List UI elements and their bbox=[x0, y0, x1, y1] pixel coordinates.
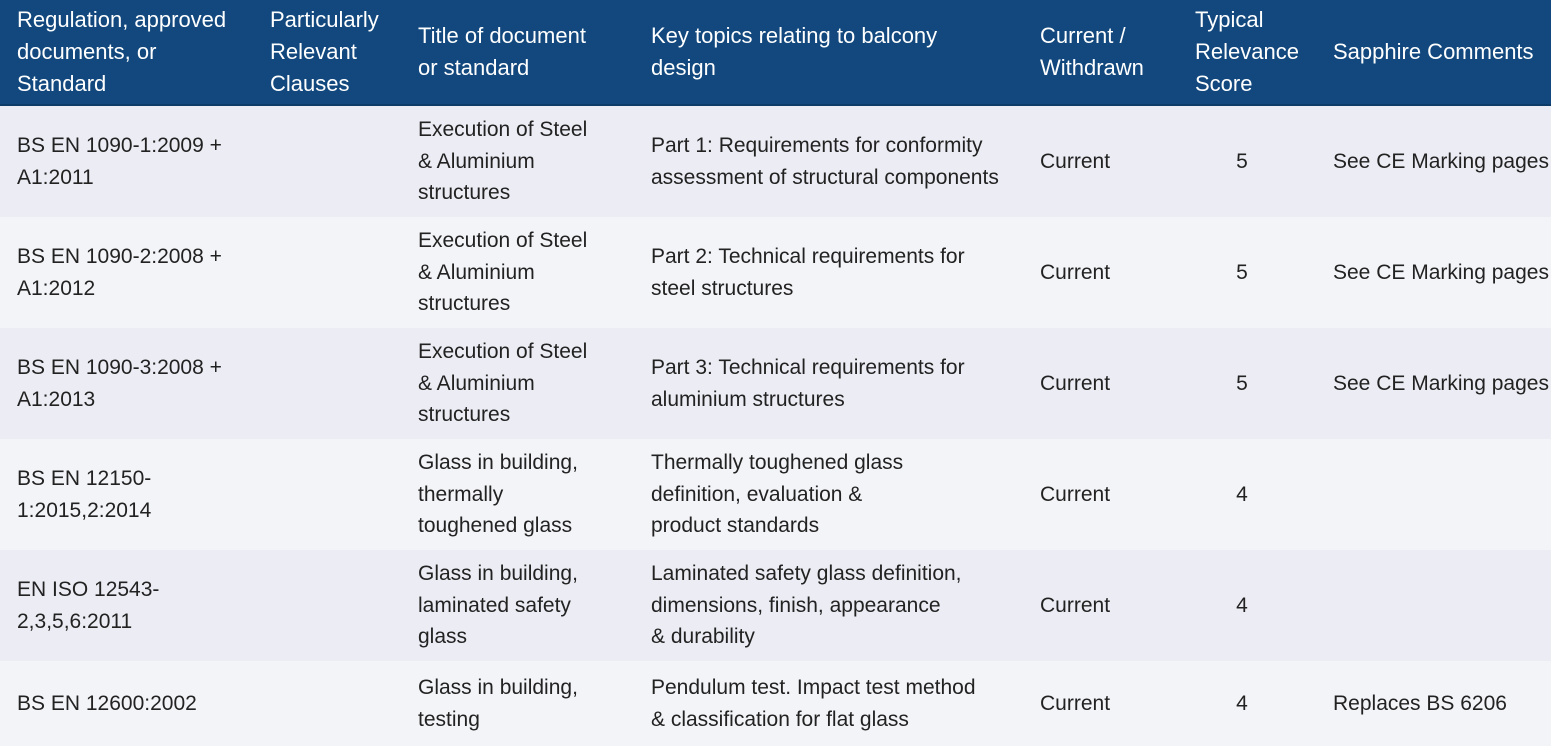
header-status: Current / Withdrawn bbox=[1023, 0, 1178, 106]
cell-topics: Part 1: Requirements for conformity assessment of structural components bbox=[634, 106, 1023, 217]
cell-status: Current bbox=[1023, 661, 1178, 746]
cell-comments: See CE Marking pages bbox=[1316, 106, 1551, 217]
cell-topics: Pendulum test. Impact test method & classification for flat glass bbox=[634, 661, 1023, 746]
cell-status: Current bbox=[1023, 550, 1178, 661]
cell-clauses bbox=[253, 217, 401, 328]
cell-comments: Replaces BS 6206 bbox=[1316, 661, 1551, 746]
cell-topics: Thermally toughened glass definition, evaluation & product standards bbox=[634, 439, 1023, 550]
cell-title: Glass in building, laminated safety glass bbox=[401, 550, 634, 661]
header-clauses: Particularly Relevant Clauses bbox=[253, 0, 401, 106]
cell-comments bbox=[1316, 439, 1551, 550]
cell-score: 4 bbox=[1178, 439, 1316, 550]
cell-standard: BS EN 1090-2:2008 + A1:2012 bbox=[0, 217, 253, 328]
cell-standard: BS EN 12150- 1:2015,2:2014 bbox=[0, 439, 253, 550]
cell-status: Current bbox=[1023, 106, 1178, 217]
header-title: Title of document or standard bbox=[401, 0, 634, 106]
cell-title: Execution of Steel & Aluminium structures bbox=[401, 328, 634, 439]
cell-topics: Laminated safety glass definition, dimensions, finish, appearance & durability bbox=[634, 550, 1023, 661]
cell-standard: BS EN 1090-3:2008 + A1:2013 bbox=[0, 328, 253, 439]
cell-score: 4 bbox=[1178, 661, 1316, 746]
cell-clauses bbox=[253, 661, 401, 746]
cell-title: Execution of Steel & Aluminium structures bbox=[401, 217, 634, 328]
cell-comments bbox=[1316, 550, 1551, 661]
cell-status: Current bbox=[1023, 439, 1178, 550]
cell-title: Execution of Steel & Aluminium structures bbox=[401, 106, 634, 217]
cell-status: Current bbox=[1023, 328, 1178, 439]
header-score: Typical Relevance Score bbox=[1178, 0, 1316, 106]
cell-clauses bbox=[253, 106, 401, 217]
cell-clauses bbox=[253, 439, 401, 550]
cell-topics: Part 2: Technical requirements for steel structures bbox=[634, 217, 1023, 328]
cell-comments: See CE Marking pages bbox=[1316, 328, 1551, 439]
cell-score: 4 bbox=[1178, 550, 1316, 661]
cell-title: Glass in building, testing bbox=[401, 661, 634, 746]
cell-standard: BS EN 12600:2002 bbox=[0, 661, 253, 746]
cell-title: Glass in building, thermally toughened glass bbox=[401, 439, 634, 550]
cell-comments: See CE Marking pages bbox=[1316, 217, 1551, 328]
cell-standard: BS EN 1090-1:2009 + A1:2011 bbox=[0, 106, 253, 217]
cell-status: Current bbox=[1023, 217, 1178, 328]
cell-score: 5 bbox=[1178, 328, 1316, 439]
cell-standard: EN ISO 12543- 2,3,5,6:2011 bbox=[0, 550, 253, 661]
cell-score: 5 bbox=[1178, 217, 1316, 328]
cell-clauses bbox=[253, 550, 401, 661]
header-comments: Sapphire Comments bbox=[1316, 0, 1551, 106]
header-standard: Regulation, approved documents, or Standard bbox=[0, 0, 253, 106]
cell-clauses bbox=[253, 328, 401, 439]
header-topics: Key topics relating to balcony design bbox=[634, 0, 1023, 106]
cell-score: 5 bbox=[1178, 106, 1316, 217]
cell-topics: Part 3: Technical requirements for aluminium structures bbox=[634, 328, 1023, 439]
